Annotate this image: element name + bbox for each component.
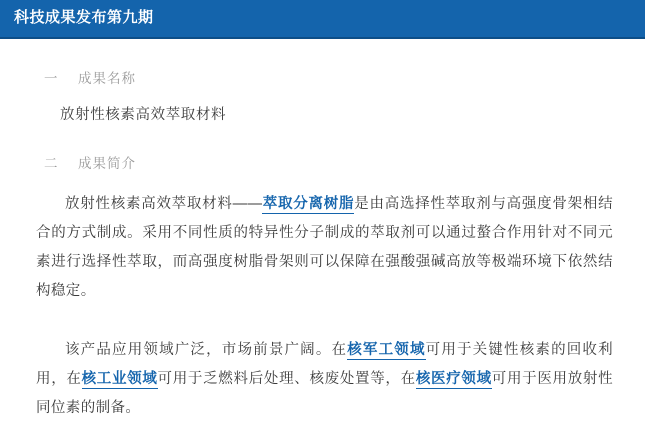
paragraph-text-part: 可用于乏燃料后处理、核废处置等，在 [157,371,416,387]
keyword-extraction-resin: 萃取分离树脂 [262,196,355,212]
document-content [0,67,645,423]
page-title: 科技成果发布第九期 [14,9,154,26]
paragraph-text-part: 可用于医用放射性同位素的制备。 [36,371,614,416]
paragraph-text-part: 可用于关键性核素的回收利用，在 [36,342,614,387]
keyword-nuclear-industry: 核工业领域 [81,371,158,387]
paragraph-text-part: 是由高选择性萃取剂与高强度骨架相结合的方式制成。采用不同性质的特异性分子制成的萃取剂可以通过螯合作用针对不同元素进行选择性萃取，而高强度树脂骨架则可以保障在强酸强碱高放等极端环境下依然结构稳定。 [36,196,613,299]
keyword-nuclear-medical: 核医疗领域 [415,371,492,387]
page-header [0,0,645,37]
section-heading-2 [44,152,623,172]
paragraph-applications [36,336,613,423]
section-title: 成果名称 [78,71,136,86]
section-heading-1 [44,67,623,87]
section-number: 二 [44,156,58,171]
keyword-nuclear-military: 核军工领域 [347,342,426,358]
paragraph-text-part: 放射性核素高效萃取材料—— [65,196,263,212]
header-underline [0,37,645,39]
section-number: 一 [44,71,58,86]
section-title: 成果简介 [78,156,136,171]
result-name-value: 放射性核素高效萃取材料 [60,107,227,123]
paragraph-text-part: 该产品应用领域广泛，市场前景广阔。在 [65,342,348,358]
paragraph-intro [36,190,613,306]
